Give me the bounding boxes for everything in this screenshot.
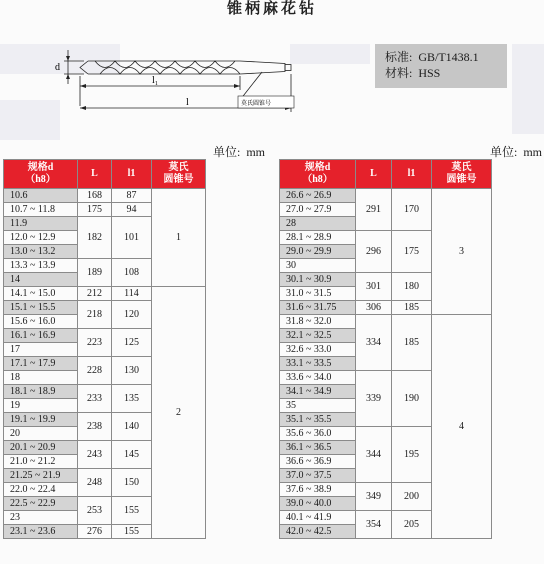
table-row <box>4 189 206 203</box>
length-L-cell: 223 <box>78 329 112 357</box>
diameter-cell: 28 <box>280 217 356 231</box>
drill-diagram <box>40 38 300 120</box>
diameter-cell: 13.0 ~ 13.2 <box>4 245 78 259</box>
diameter-cell: 32.6 ~ 33.0 <box>280 343 356 357</box>
diameter-cell: 42.0 ~ 42.5 <box>280 525 356 539</box>
length-L-cell: 243 <box>78 441 112 469</box>
length-l1-cell: 130 <box>112 357 152 385</box>
header-L: L <box>356 160 392 189</box>
diameter-cell: 35.1 ~ 35.5 <box>280 413 356 427</box>
diameter-cell: 15.6 ~ 16.0 <box>4 315 78 329</box>
background-ghost-block <box>290 44 370 64</box>
diameter-cell: 37.0 ~ 37.5 <box>280 469 356 483</box>
length-L-cell: 182 <box>78 217 112 259</box>
length-l1-cell: 205 <box>392 511 432 539</box>
diameter-cell: 21.0 ~ 21.2 <box>4 455 78 469</box>
diameter-cell: 11.9 <box>4 217 78 231</box>
header-l1: l1 <box>392 160 432 189</box>
diameter-cell: 22.5 ~ 22.9 <box>4 497 78 511</box>
diameter-cell: 16.1 ~ 16.9 <box>4 329 78 343</box>
morse-taper-cell: 1 <box>152 189 206 287</box>
diameter-cell: 20.1 ~ 20.9 <box>4 441 78 455</box>
length-l1-cell: 108 <box>112 259 152 287</box>
length-l1-cell: 175 <box>392 231 432 273</box>
table-row <box>280 315 492 329</box>
diameter-cell: 18 <box>4 371 78 385</box>
diameter-cell: 31.0 ~ 31.5 <box>280 287 356 301</box>
length-L-cell: 334 <box>356 315 392 371</box>
length-L-cell: 301 <box>356 273 392 301</box>
unit-left <box>213 143 265 160</box>
morse-taper-cell: 3 <box>432 189 492 315</box>
diameter-cell: 23.1 ~ 23.6 <box>4 525 78 539</box>
background-ghost-block <box>512 44 544 134</box>
diameter-cell: 17 <box>4 343 78 357</box>
length-l1-cell: 125 <box>112 329 152 357</box>
drill-spec-table-right <box>279 159 492 539</box>
unit-value: mm <box>246 145 266 159</box>
diameter-cell: 27.0 ~ 27.9 <box>280 203 356 217</box>
morse-taper-cell: 2 <box>152 287 206 539</box>
diameter-cell: 10.6 <box>4 189 78 203</box>
diameter-cell: 39.0 ~ 40.0 <box>280 497 356 511</box>
diameter-cell: 15.1 ~ 15.5 <box>4 301 78 315</box>
diameter-cell: 19 <box>4 399 78 413</box>
length-L-cell: 306 <box>356 301 392 315</box>
diameter-cell: 33.6 ~ 34.0 <box>280 371 356 385</box>
standard-label: 标准: <box>385 50 413 64</box>
morse-taper-callout: 莫氏圆锥号 <box>241 100 272 107</box>
spec-box <box>375 44 507 88</box>
length-l1-cell: 180 <box>392 273 432 301</box>
length-l1-cell: 155 <box>112 497 152 525</box>
diameter-cell: 12.0 ~ 12.9 <box>4 231 78 245</box>
diameter-cell: 19.1 ~ 19.9 <box>4 413 78 427</box>
diameter-cell: 31.8 ~ 32.0 <box>280 315 356 329</box>
standard-row <box>385 49 507 65</box>
length-l1-cell: 145 <box>112 441 152 469</box>
length-L-cell: 339 <box>356 371 392 427</box>
length-l1-cell: 170 <box>392 189 432 231</box>
length-l1-cell: 200 <box>392 483 432 511</box>
length-l1-cell: 185 <box>392 315 432 371</box>
unit-value: mm <box>523 145 543 159</box>
length-l1-cell: 87 <box>112 189 152 203</box>
length-L-cell: 253 <box>78 497 112 525</box>
unit-label: 单位: <box>490 145 518 159</box>
diameter-cell: 21.25 ~ 21.9 <box>4 469 78 483</box>
diameter-cell: 36.1 ~ 36.5 <box>280 441 356 455</box>
length-L-cell: 228 <box>78 357 112 385</box>
table-row <box>280 189 492 203</box>
length-l1-cell: 101 <box>112 217 152 259</box>
table-header-row <box>4 160 206 189</box>
diameter-cell: 40.1 ~ 41.9 <box>280 511 356 525</box>
header-l1: l1 <box>112 160 152 189</box>
diameter-cell: 23 <box>4 511 78 525</box>
length-L-cell: 344 <box>356 427 392 483</box>
length-L-cell: 233 <box>78 385 112 413</box>
diameter-cell: 35.6 ~ 36.0 <box>280 427 356 441</box>
length-l1-cell: 135 <box>112 385 152 413</box>
length-l1-cell: 140 <box>112 413 152 441</box>
length-L-cell: 189 <box>78 259 112 287</box>
diameter-cell: 22.0 ~ 22.4 <box>4 483 78 497</box>
length-l1-cell: 150 <box>112 469 152 497</box>
drill-spec-table-left <box>3 159 206 539</box>
dimension-d-label: d <box>55 62 60 73</box>
diameter-cell: 18.1 ~ 18.9 <box>4 385 78 399</box>
material-value: HSS <box>418 66 441 80</box>
length-l1-cell: 155 <box>112 525 152 539</box>
page-title: 锥柄麻花钻 <box>226 0 317 17</box>
diameter-cell: 28.1 ~ 28.9 <box>280 231 356 245</box>
length-L-cell: 175 <box>78 203 112 217</box>
length-L-cell: 349 <box>356 483 392 511</box>
table-row <box>4 287 206 301</box>
length-l1-cell: 114 <box>112 287 152 301</box>
diameter-cell: 17.1 ~ 17.9 <box>4 357 78 371</box>
diameter-cell: 31.6 ~ 31.75 <box>280 301 356 315</box>
dimension-l1-label: l₁ <box>152 75 159 86</box>
diameter-cell: 34.1 ~ 34.9 <box>280 385 356 399</box>
diameter-cell: 29.0 ~ 29.9 <box>280 245 356 259</box>
diameter-cell: 37.6 ~ 38.9 <box>280 483 356 497</box>
length-L-cell: 218 <box>78 301 112 329</box>
unit-right <box>490 143 542 160</box>
diameter-cell: 14 <box>4 273 78 287</box>
length-L-cell: 238 <box>78 413 112 441</box>
header-L: L <box>78 160 112 189</box>
diameter-cell: 26.6 ~ 26.9 <box>280 189 356 203</box>
table-header-row <box>280 160 492 189</box>
diameter-cell: 35 <box>280 399 356 413</box>
diameter-cell: 30.1 ~ 30.9 <box>280 273 356 287</box>
diameter-cell: 33.1 ~ 33.5 <box>280 357 356 371</box>
length-l1-cell: 185 <box>392 301 432 315</box>
length-L-cell: 354 <box>356 511 392 539</box>
length-L-cell: 291 <box>356 189 392 231</box>
length-L-cell: 276 <box>78 525 112 539</box>
length-L-cell: 212 <box>78 287 112 301</box>
morse-taper-cell: 4 <box>432 315 492 539</box>
diameter-cell: 20 <box>4 427 78 441</box>
length-L-cell: 248 <box>78 469 112 497</box>
diameter-cell: 36.6 ~ 36.9 <box>280 455 356 469</box>
material-label: 材料: <box>385 66 413 80</box>
standard-value: GB/T1438.1 <box>418 50 479 64</box>
length-l1-cell: 120 <box>112 301 152 329</box>
length-l1-cell: 190 <box>392 371 432 427</box>
diameter-cell: 13.3 ~ 13.9 <box>4 259 78 273</box>
header-morse: 莫氏 圆锥号 <box>432 160 492 189</box>
header-d: 规格d （h8） <box>280 160 356 189</box>
length-L-cell: 296 <box>356 231 392 273</box>
diameter-cell: 10.7 ~ 11.8 <box>4 203 78 217</box>
diameter-cell: 30 <box>280 259 356 273</box>
diameter-cell: 14.1 ~ 15.0 <box>4 287 78 301</box>
header-d: 规格d （h8） <box>4 160 78 189</box>
length-l1-cell: 195 <box>392 427 432 483</box>
header-morse: 莫氏 圆锥号 <box>152 160 206 189</box>
length-L-cell: 168 <box>78 189 112 203</box>
unit-label: 单位: <box>213 145 241 159</box>
material-row <box>385 65 507 81</box>
dimension-l-label: l <box>186 97 189 108</box>
diameter-cell: 32.1 ~ 32.5 <box>280 329 356 343</box>
length-l1-cell: 94 <box>112 203 152 217</box>
